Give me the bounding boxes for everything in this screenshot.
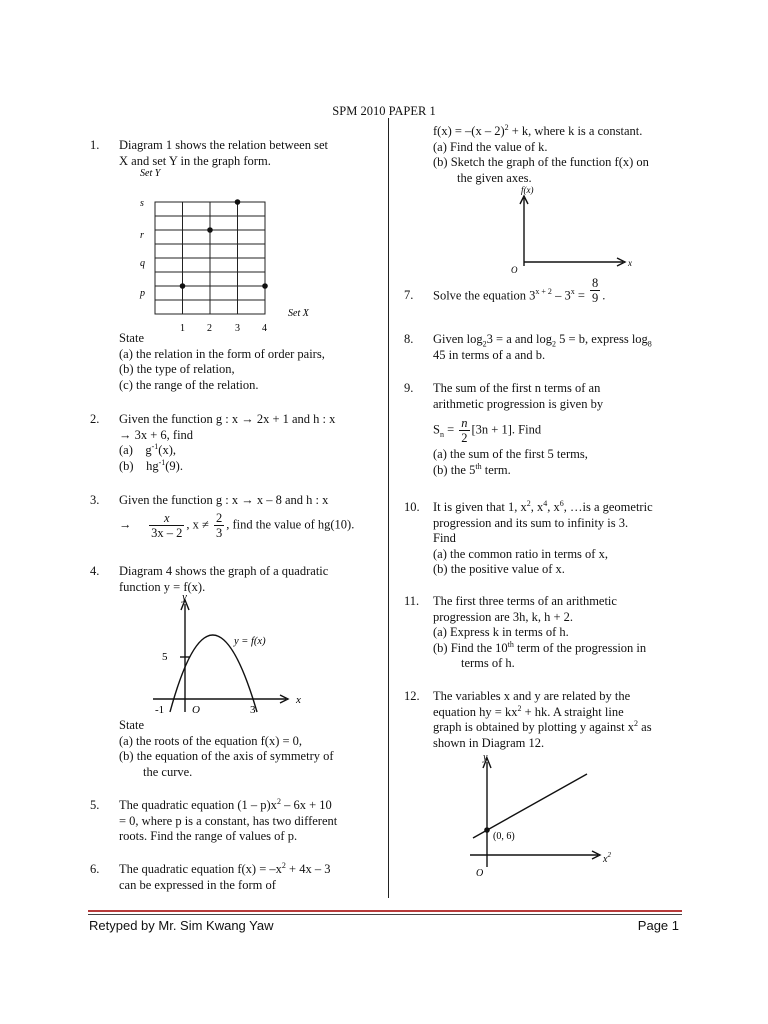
curve-label: y = f(x) (234, 636, 266, 647)
q10-text: It is given that 1, x (433, 500, 527, 514)
x-label-2: 2 (207, 323, 212, 334)
q5-text-line: = 0, where p is a constant, has two different (119, 813, 338, 828)
q12-text-line: shown in Diagram 12. (433, 735, 545, 750)
axis-label-fx: f(x) (521, 186, 534, 195)
q7-fraction (590, 276, 600, 305)
column-divider (388, 118, 389, 898)
q6-text-line (119, 862, 330, 878)
q6b-text-line (433, 124, 649, 140)
q5-sup: 2 (276, 796, 281, 806)
part-label: (b) (119, 458, 134, 473)
q10-sup: 6 (559, 498, 564, 508)
question-number: 8. (404, 332, 414, 346)
q3-text-line: Given the function g : x → x – 8 and h : x (119, 493, 329, 507)
q9-text: (b) the 5 (433, 462, 476, 477)
q2-expr: (9). (165, 458, 183, 473)
q4-state: State (119, 718, 144, 732)
q1-part-a: (a) the relation in the form of order pairs, (119, 346, 325, 361)
q5-text: The quadratic equation (1 – p)x (119, 798, 277, 812)
fraction-numerator: x (149, 511, 184, 526)
q8-text-line (433, 332, 652, 348)
q9-text: S (433, 422, 440, 437)
root-label-3: 3 (250, 704, 256, 716)
question-number: 9. (404, 381, 414, 395)
q9-formula (433, 416, 603, 445)
root-label-neg1: -1 (155, 704, 165, 716)
q2-sup: -1 (158, 457, 166, 467)
q6b-part-b: (b) Sketch the graph of the function f(x) on (433, 155, 649, 169)
q9-text: [3n + 1]. Find (471, 422, 542, 437)
q6-blank-axes (505, 186, 645, 278)
q6b-part-b-cont: the given axes. (457, 170, 532, 185)
set-y-title: Set Y (140, 168, 161, 179)
q10-text-line: Find (433, 531, 456, 545)
q10-text-line: progression and its sum to infinity is 3. (433, 515, 629, 530)
q10-sup: 4 (543, 498, 548, 508)
axis-label-x: x (296, 694, 301, 706)
question-number: 10. (404, 500, 420, 514)
q10-sup: 2 (526, 498, 531, 508)
q8-text: 3 = a and log (486, 332, 553, 346)
y-label-p: p (140, 288, 145, 299)
q7-text: – 3 (551, 288, 571, 303)
q10-part-b: (b) the positive value of x. (433, 562, 565, 576)
axis-label-y: y (483, 752, 488, 763)
q2-expr: g (145, 443, 152, 457)
question-6-continued (433, 124, 649, 186)
part-label: (a) (119, 443, 133, 457)
q12-sup: 2 (517, 703, 522, 713)
point-1-p (180, 283, 186, 289)
q9-part-b (433, 463, 603, 479)
fraction-numerator: 2 (216, 510, 223, 525)
q1-text-line: X and set Y in the graph form. (119, 153, 271, 168)
q3-fraction-1 (149, 511, 184, 540)
q6b-part-a: (a) Find the value of k. (433, 139, 548, 154)
q4-part-b: (b) the equation of the axis of symmetry of (119, 749, 334, 763)
question-number: 12. (404, 689, 420, 703)
diagram-4-quadratic-graph (148, 592, 318, 718)
y-label-s: s (140, 198, 144, 209)
question-number: 2. (90, 412, 100, 426)
x-label-base: x (603, 854, 608, 865)
q11-part-a: (a) Express k in terms of h. (433, 625, 569, 639)
origin-label: O (511, 265, 518, 275)
y-label-q: q (140, 258, 145, 269)
q8-text-line: 45 in terms of a and b. (433, 347, 546, 362)
point-3-s (235, 199, 241, 205)
q5-text-line (119, 798, 337, 814)
intercept-label: (0, 6) (493, 831, 515, 842)
fraction-denominator: 2 (461, 431, 468, 445)
fraction-numerator: 8 (592, 276, 599, 290)
y-intercept-label: 5 (162, 651, 168, 663)
q4-text-line: Diagram 4 shows the graph of a quadratic (119, 564, 329, 578)
footer-page-number: Page 1 (637, 918, 679, 933)
q12-sup: 2 (634, 718, 639, 728)
q7-sup: x (570, 287, 575, 297)
diagram-1-relation-graph (130, 166, 330, 336)
q3-condition: , x ≠ (186, 516, 209, 531)
q6-text-line: can be expressed in the form of (119, 877, 276, 892)
q3-fraction-2 (214, 511, 224, 540)
axis-label-x: x (628, 258, 632, 268)
question-number: 1. (90, 138, 100, 152)
q9-sup: th (475, 461, 482, 471)
q12-text: equation hy = kx (433, 704, 518, 719)
question-number: 11. (404, 594, 420, 608)
q10-text-line (433, 500, 653, 516)
footer-author: Retyped by Mr. Sim Kwang Yaw (89, 918, 274, 933)
fraction-numerator: n (461, 416, 468, 430)
q12-text-line (433, 705, 652, 721)
q4-part-a: (a) the roots of the equation f(x) = 0, (119, 733, 303, 748)
q11-text-line: The first three terms of an arithmetic (433, 594, 617, 608)
fraction-denominator: 3x – 2 (151, 525, 183, 540)
q7-tail: . (602, 288, 606, 303)
origin-label: O (476, 868, 484, 879)
q2-sup: -1 (151, 441, 159, 451)
q9-fraction (459, 416, 469, 445)
q11-text: term of the progression in (513, 640, 647, 655)
footer-rule-red (88, 910, 682, 912)
q1-text-line: Diagram 1 shows the relation between set (119, 138, 328, 152)
question-number: 5. (90, 798, 100, 812)
question-number: 6. (90, 862, 100, 876)
q3-arrow: → (119, 516, 132, 531)
diagram-12-line-graph (465, 752, 635, 880)
x-label-sup: 2 (607, 851, 611, 859)
q7-text: Solve the equation 3 (433, 288, 536, 303)
q11-part-b (433, 641, 646, 657)
q5-text: – 6x + 10 (280, 798, 332, 812)
q2-expr: hg (146, 458, 159, 473)
question-number: 4. (90, 564, 100, 578)
q9-part-a: (a) the sum of the first 5 terms, (433, 447, 588, 461)
q10-text: , x (530, 500, 544, 514)
q8-sub: 2 (552, 339, 557, 349)
x-label-4: 4 (262, 323, 267, 334)
question-number: 3. (90, 493, 100, 507)
q8-sub: 2 (482, 339, 487, 349)
q11-text-line: progression are 3h, k, h + 2. (433, 609, 574, 624)
q3-expression (119, 511, 354, 540)
axis-label-y: y (182, 592, 187, 603)
q12-text: as (638, 720, 652, 734)
q11-text: (b) Find the 10 (433, 640, 508, 655)
q2-text-line: Given the function g : x → 2x + 1 and h : x (119, 412, 336, 426)
q2-expr: (x), (158, 443, 176, 457)
q1-part-b: (b) the type of relation, (119, 362, 235, 376)
q12-text-line (433, 720, 652, 736)
q6-text: + 4x – 3 (285, 862, 331, 876)
q5-text-line: roots. Find the range of values of p. (119, 829, 298, 843)
point-2-r (207, 227, 213, 233)
fraction-denominator: 3 (216, 525, 223, 540)
point-4-p (262, 283, 268, 289)
question-4-parts (119, 718, 334, 780)
q12-text-line: The variables x and y are related by the (433, 689, 631, 703)
q12-text: graph is obtained by plotting y against x (433, 720, 635, 734)
q11-sup: th (507, 639, 514, 649)
intercept-point (484, 827, 490, 833)
q3-tail: , find the value of hg(10). (226, 516, 355, 531)
x-label-1: 1 (180, 323, 185, 334)
q9-text-line: arithmetic progression is given by (433, 396, 604, 411)
q2-text-line: → 3x + 6, find (119, 427, 194, 442)
q6-sup: 2 (281, 860, 286, 870)
q4-part-b-cont: the curve. (143, 764, 193, 779)
q7-text: = (574, 288, 585, 303)
q8-sub: 8 (647, 339, 652, 349)
q4-text-line: function y = f(x). (119, 579, 206, 594)
x-label-3: 3 (235, 323, 240, 334)
q1-part-c: (c) the range of the relation. (119, 377, 259, 392)
q6-text: The quadratic equation f(x) = –x (119, 862, 282, 876)
q6b-text: f(x) = –(x – 2) (433, 124, 505, 138)
q9-text: term. (481, 462, 511, 477)
q9-text-line: The sum of the first n terms of an (433, 381, 601, 395)
fraction-denominator: 9 (592, 291, 599, 305)
page-title: SPM 2010 PAPER 1 (332, 104, 436, 118)
q8-text: 5 = b, express log (556, 332, 648, 346)
q10-text: , …is a geometric (563, 500, 653, 514)
axis-label-x2 (602, 851, 611, 865)
q11-part-b-cont: terms of h. (461, 656, 515, 670)
footer-rule (88, 914, 682, 915)
q2-part-a (119, 443, 335, 459)
q8-text: Given log (433, 332, 483, 346)
q10-text: , x (547, 500, 560, 514)
q9-sub: n (439, 429, 444, 439)
question-1-parts (119, 331, 325, 393)
question-number: 7. (404, 288, 414, 302)
q2-part-b (119, 459, 335, 475)
q6b-sup: 2 (504, 122, 509, 132)
q1-state: State (119, 331, 144, 345)
q10-part-a: (a) the common ratio in terms of x, (433, 546, 608, 561)
q12-text: + hk. A straight line (521, 704, 624, 719)
q9-text: = (443, 422, 455, 437)
set-x-title: Set X (288, 308, 309, 319)
q7-sup: x + 2 (535, 287, 552, 297)
origin-label: O (192, 704, 200, 716)
q7-equation (433, 276, 606, 305)
y-label-r: r (140, 230, 144, 241)
q6b-text: + k, where k is a constant. (508, 124, 643, 138)
